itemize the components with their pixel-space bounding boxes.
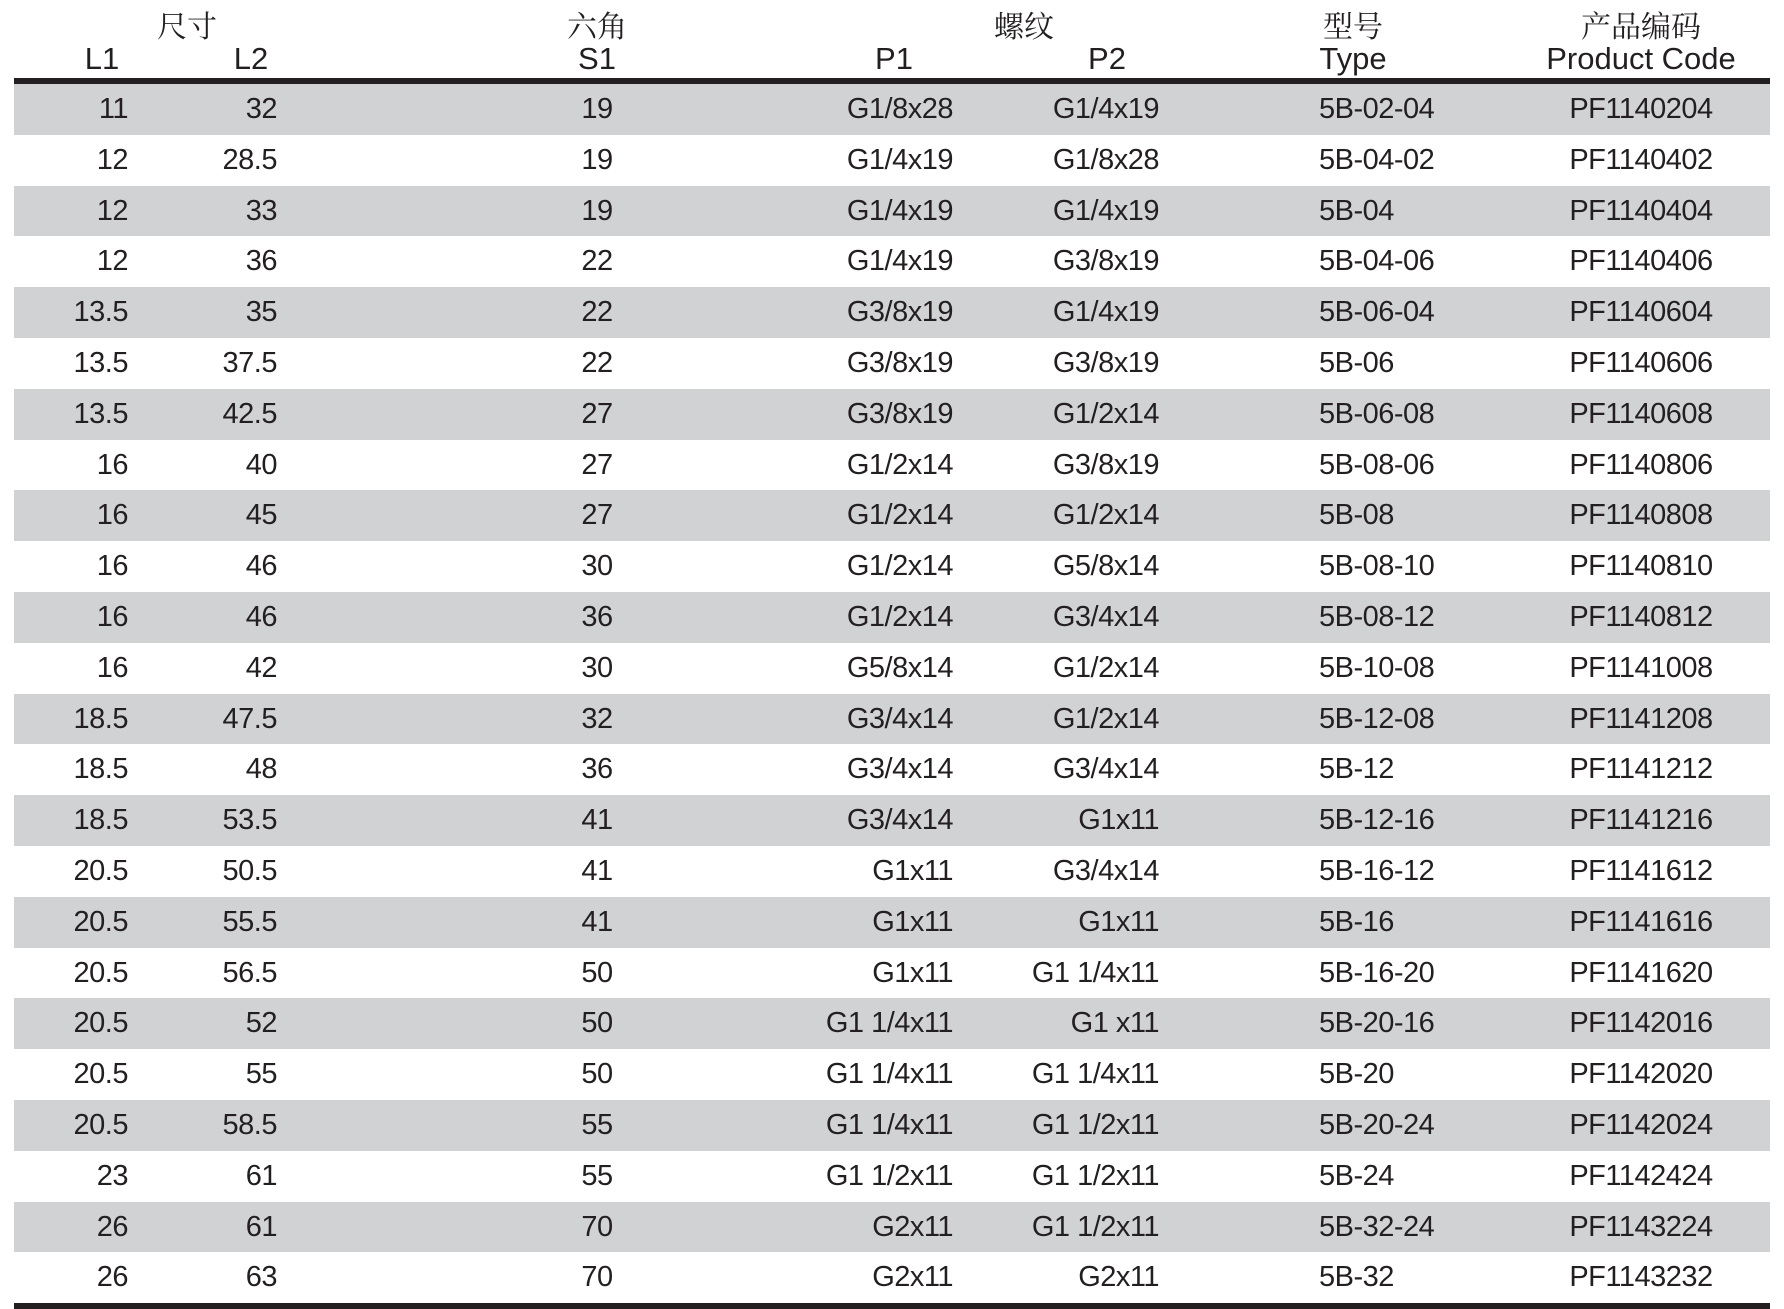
cell-product-code: PF1140204: [1569, 93, 1713, 125]
header-thread-group: 螺纹: [994, 10, 1054, 45]
cell-type: 5B-08-10: [1319, 550, 1435, 583]
table-body: [14, 84, 1770, 1303]
table-row: [14, 846, 1770, 897]
cell-l1: 26: [96, 1210, 128, 1243]
cell-type: 5B-24: [1319, 1159, 1394, 1192]
cell-type: 5B-10-08: [1319, 651, 1435, 684]
cell-type: 5B-08-12: [1319, 600, 1435, 633]
table-row: [14, 236, 1770, 287]
cell-p2: G1/4x19: [1052, 93, 1159, 125]
cell-type: 5B-06: [1319, 346, 1394, 379]
cell-l2: 53.5: [222, 804, 277, 837]
cell-s1: 19: [581, 93, 613, 125]
cell-s1: 27: [581, 448, 613, 481]
cell-product-code: PF1141212: [1569, 753, 1713, 786]
cell-type: 5B-04: [1319, 194, 1394, 227]
cell-l2: 48: [245, 753, 277, 786]
cell-p2: G1/8x28: [1052, 143, 1159, 176]
header-type-group: 型号: [1323, 10, 1383, 45]
cell-l1: 12: [96, 245, 128, 278]
cell-product-code: PF1143224: [1569, 1210, 1713, 1243]
cell-s1: 19: [581, 194, 613, 227]
cell-type: 5B-16: [1319, 905, 1394, 938]
table-row: [14, 1151, 1770, 1202]
cell-l1: 20.5: [73, 1108, 128, 1141]
cell-l2: 42.5: [222, 397, 277, 430]
cell-p2: G1 x11: [1070, 1007, 1159, 1040]
cell-p2: G1/2x14: [1052, 651, 1159, 684]
table-row: [14, 389, 1770, 440]
cell-s1: 70: [581, 1261, 613, 1294]
cell-p1: G1/8x28: [846, 93, 953, 125]
cell-l1: 16: [96, 550, 128, 583]
cell-l2: 36: [245, 245, 277, 278]
table-row: [14, 998, 1770, 1049]
cell-s1: 32: [581, 702, 613, 735]
cell-type: 5B-20-16: [1319, 1007, 1435, 1040]
cell-p1: G1/2x14: [846, 448, 953, 481]
table-row: [14, 490, 1770, 541]
cell-l2: 32: [245, 93, 277, 125]
cell-l1: 23: [96, 1159, 128, 1192]
cell-l2: 47.5: [222, 702, 277, 735]
cell-p2: G1 1/4x11: [1031, 1058, 1159, 1091]
spec-table: [14, 0, 1770, 1309]
cell-l1: 13.5: [73, 346, 128, 379]
cell-p2: G2x11: [1078, 1261, 1159, 1294]
cell-s1: 19: [581, 143, 613, 176]
cell-l1: 12: [96, 194, 128, 227]
cell-s1: 30: [581, 651, 613, 684]
header-l1: L1: [84, 41, 120, 76]
cell-l2: 35: [245, 296, 277, 329]
cell-l1: 20.5: [73, 854, 128, 887]
cell-p2: G1/2x14: [1052, 397, 1159, 430]
cell-l2: 61: [245, 1210, 277, 1243]
cell-p1: G3/8x19: [846, 346, 953, 379]
cell-l1: 13.5: [73, 397, 128, 430]
cell-product-code: PF1142020: [1569, 1058, 1713, 1091]
cell-l2: 55.5: [222, 905, 277, 938]
cell-l1: 16: [96, 448, 128, 481]
cell-p2: G1x11: [1078, 905, 1159, 938]
cell-product-code: PF1140810: [1569, 550, 1713, 583]
table-row: [14, 795, 1770, 846]
cell-p2: G3/4x14: [1052, 753, 1159, 786]
cell-p2: G1x11: [1078, 804, 1159, 837]
table-row: [14, 1100, 1770, 1151]
table-row: [14, 744, 1770, 795]
cell-p1: G3/8x19: [846, 296, 953, 329]
cell-s1: 50: [581, 1058, 613, 1091]
cell-product-code: PF1140806: [1569, 448, 1713, 481]
cell-p2: G3/8x19: [1052, 346, 1159, 379]
table-row: [14, 440, 1770, 491]
cell-l1: 13.5: [73, 296, 128, 329]
cell-p1: G1 1/2x11: [825, 1159, 953, 1192]
cell-product-code: PF1140604: [1569, 296, 1713, 329]
header-s1: S1: [578, 41, 616, 76]
cell-l1: 18.5: [73, 804, 128, 837]
cell-s1: 27: [581, 397, 613, 430]
cell-l1: 16: [96, 600, 128, 633]
cell-l2: 40: [245, 448, 277, 481]
cell-s1: 22: [581, 296, 613, 329]
cell-p2: G1/4x19: [1052, 194, 1159, 227]
cell-p1: G1 1/4x11: [825, 1007, 953, 1040]
cell-l2: 42: [245, 651, 277, 684]
cell-p1: G1/4x19: [846, 143, 953, 176]
cell-l2: 56.5: [222, 956, 277, 989]
cell-type: 5B-32: [1319, 1261, 1394, 1294]
cell-l1: 26: [96, 1261, 128, 1294]
cell-p1: G2x11: [872, 1261, 953, 1294]
cell-p1: G3/8x19: [846, 397, 953, 430]
cell-type: 5B-16-20: [1319, 956, 1435, 989]
cell-s1: 41: [581, 905, 613, 938]
cell-type: 5B-32-24: [1319, 1210, 1435, 1243]
table-row: [14, 592, 1770, 643]
cell-p2: G1/2x14: [1052, 702, 1159, 735]
cell-p1: G5/8x14: [846, 651, 953, 684]
cell-l1: 18.5: [73, 702, 128, 735]
header-l2: L2: [233, 41, 269, 76]
table-row: [14, 694, 1770, 745]
cell-type: 5B-16-12: [1319, 854, 1435, 887]
cell-product-code: PF1142016: [1569, 1007, 1713, 1040]
table-row: [14, 897, 1770, 948]
cell-s1: 30: [581, 550, 613, 583]
cell-p1: G1 1/4x11: [825, 1058, 953, 1091]
cell-p2: G1 1/2x11: [1031, 1108, 1159, 1141]
cell-l2: 61: [245, 1159, 277, 1192]
cell-type: 5B-04-06: [1319, 245, 1435, 278]
bottom-rule: [14, 1303, 1770, 1309]
cell-p1: G1x11: [872, 905, 953, 938]
cell-p1: G1/2x14: [846, 499, 953, 532]
cell-l2: 46: [245, 550, 277, 583]
cell-l2: 28.5: [222, 143, 277, 176]
cell-p2: G3/4x14: [1052, 854, 1159, 887]
table-row: [14, 1049, 1770, 1100]
cell-type: 5B-12-08: [1319, 702, 1435, 735]
table-header: [14, 0, 1770, 78]
cell-s1: 36: [581, 753, 613, 786]
table-row: [14, 643, 1770, 694]
cell-l2: 45: [245, 499, 277, 532]
header-size-group: 尺寸: [157, 10, 217, 45]
table-row: [14, 338, 1770, 389]
cell-l1: 20.5: [73, 905, 128, 938]
cell-product-code: PF1140402: [1569, 143, 1713, 176]
header-type: Type: [1319, 41, 1387, 76]
cell-l1: 20.5: [73, 1058, 128, 1091]
cell-s1: 50: [581, 1007, 613, 1040]
cell-l1: 20.5: [73, 956, 128, 989]
cell-l1: 18.5: [73, 753, 128, 786]
cell-p2: G1/4x19: [1052, 296, 1159, 329]
cell-type: 5B-12-16: [1319, 804, 1435, 837]
cell-type: 5B-12: [1319, 753, 1394, 786]
cell-s1: 41: [581, 804, 613, 837]
cell-l2: 37.5: [222, 346, 277, 379]
cell-p2: G5/8x14: [1052, 550, 1159, 583]
cell-l2: 63: [245, 1261, 277, 1294]
cell-product-code: PF1140812: [1569, 600, 1713, 633]
table-row: [14, 1252, 1770, 1303]
table-row: [14, 84, 1770, 135]
cell-l2: 46: [245, 600, 277, 633]
cell-type: 5B-04-02: [1319, 143, 1435, 176]
cell-p1: G1x11: [872, 854, 953, 887]
table-row: [14, 948, 1770, 999]
cell-product-code: PF1140808: [1569, 499, 1713, 532]
table-row: [14, 287, 1770, 338]
cell-product-code: PF1141620: [1569, 956, 1713, 989]
table-row: [14, 541, 1770, 592]
cell-p1: G1x11: [872, 956, 953, 989]
cell-l1: 20.5: [73, 1007, 128, 1040]
cell-product-code: PF1141612: [1569, 854, 1713, 887]
cell-type: 5B-08-06: [1319, 448, 1435, 481]
header-hex-group: 六角: [567, 10, 627, 45]
header-code-group: 产品编码: [1581, 10, 1701, 45]
cell-s1: 55: [581, 1108, 613, 1141]
cell-type: 5B-02-04: [1319, 93, 1435, 125]
cell-p2: G3/8x19: [1052, 245, 1159, 278]
cell-product-code: PF1143232: [1569, 1261, 1713, 1294]
header-p2: P2: [1088, 41, 1126, 76]
cell-product-code: PF1142024: [1569, 1108, 1713, 1141]
cell-l1: 12: [96, 143, 128, 176]
cell-p2: G3/8x19: [1052, 448, 1159, 481]
cell-product-code: PF1140404: [1569, 194, 1713, 227]
cell-type: 5B-08: [1319, 499, 1394, 532]
cell-s1: 22: [581, 346, 613, 379]
cell-p1: G1/4x19: [846, 245, 953, 278]
cell-p1: G1/2x14: [846, 600, 953, 633]
cell-p2: G1 1/2x11: [1031, 1210, 1159, 1243]
cell-l1: 11: [98, 93, 128, 125]
cell-l2: 33: [245, 194, 277, 227]
table-row: [14, 186, 1770, 237]
cell-l1: 16: [96, 651, 128, 684]
cell-type: 5B-06-04: [1319, 296, 1435, 329]
cell-product-code: PF1140406: [1569, 245, 1713, 278]
cell-p1: G3/4x14: [846, 753, 953, 786]
table-row: [14, 135, 1770, 186]
cell-product-code: PF1141008: [1569, 651, 1713, 684]
cell-p2: G1/2x14: [1052, 499, 1159, 532]
cell-product-code: PF1141616: [1569, 905, 1713, 938]
cell-product-code: PF1140608: [1569, 397, 1713, 430]
cell-l2: 58.5: [222, 1108, 277, 1141]
cell-l2: 55: [245, 1058, 277, 1091]
cell-product-code: PF1142424: [1569, 1159, 1713, 1192]
table-row: [14, 1202, 1770, 1253]
cell-product-code: PF1140606: [1569, 346, 1713, 379]
cell-p2: G1 1/4x11: [1031, 956, 1159, 989]
cell-s1: 36: [581, 600, 613, 633]
cell-s1: 50: [581, 956, 613, 989]
cell-s1: 41: [581, 854, 613, 887]
cell-p1: G3/4x14: [846, 702, 953, 735]
cell-product-code: PF1141208: [1569, 702, 1713, 735]
cell-s1: 55: [581, 1159, 613, 1192]
cell-type: 5B-20: [1319, 1058, 1394, 1091]
cell-s1: 22: [581, 245, 613, 278]
cell-type: 5B-06-08: [1319, 397, 1435, 430]
cell-p2: G1 1/2x11: [1031, 1159, 1159, 1192]
cell-l1: 16: [96, 499, 128, 532]
cell-l2: 52: [245, 1007, 277, 1040]
cell-s1: 70: [581, 1210, 613, 1243]
cell-p1: G3/4x14: [846, 804, 953, 837]
cell-type: 5B-20-24: [1319, 1108, 1435, 1141]
header-product-code: Product Code: [1546, 41, 1736, 76]
cell-p1: G1/2x14: [846, 550, 953, 583]
cell-p1: G1/4x19: [846, 194, 953, 227]
header-p1: P1: [875, 41, 913, 76]
cell-s1: 27: [581, 499, 613, 532]
cell-p1: G1 1/4x11: [825, 1108, 953, 1141]
cell-l2: 50.5: [222, 854, 277, 887]
cell-p1: G2x11: [872, 1210, 953, 1243]
cell-product-code: PF1141216: [1569, 804, 1713, 837]
cell-p2: G3/4x14: [1052, 600, 1159, 633]
